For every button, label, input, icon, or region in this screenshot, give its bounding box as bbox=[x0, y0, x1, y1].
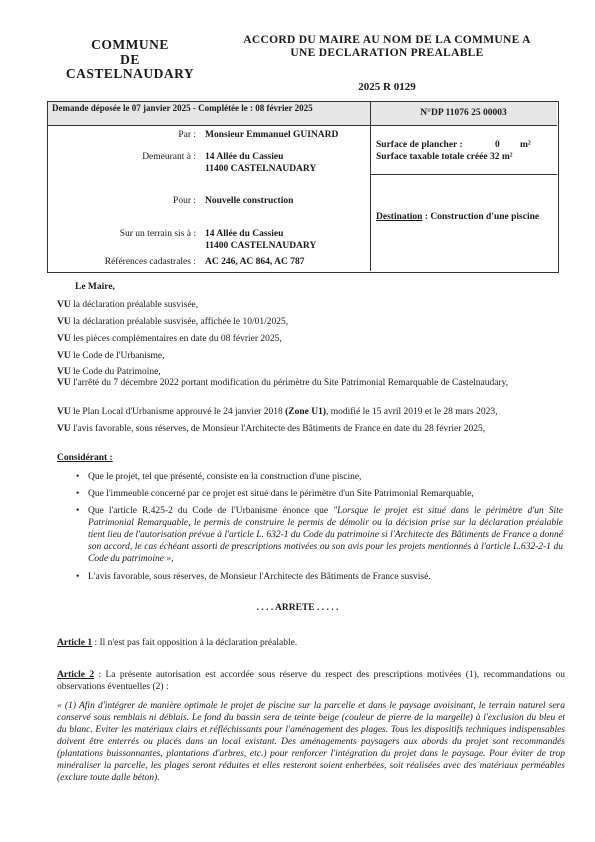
prescriptions-text: « (1) Afin d'intégrer de manière optimale le projet de piscine sur la parcelle et dans le paysage avoisinant, le terrain naturel sera conservé sous remblais ni déblais. Le fond du bassin sera de teinte beige (couleur de pierre de la margelle) à l'exclusion du bleu et du blanc. Eviter les matériaux clairs et réfléchissants pour l'aménagement des plages. Tous les dispositifs techniques indispensables doivent être enterrés ou placés dans un local existant. Des aménagements paysagers aux abords du projet sont recommandés (plantations buissonnantes, plantations d'arbres, etc.) pour renforcer l'intégration du projet dans le paysage. Pour éviter de trop minéraliser la parcelle, les plages seront réduites et elles resteront soient enherbées, soit réalisées avec des matériaux perméables (exclure toute dalle béton). bbox=[57, 701, 565, 783]
bullet-icon: • bbox=[76, 489, 80, 499]
vu-line: VU la déclaration préalable susvisée, bbox=[57, 300, 199, 310]
box-divider bbox=[370, 101, 371, 271]
surface-taxable: Surface taxable totale créée 32 m² bbox=[376, 152, 513, 162]
applicant-address-line2: 11400 CASTELNAUDARY bbox=[205, 164, 317, 174]
considerant-item: L'avis favorable, sous réserves, de Monsieur l'Architecte des Bâtiments de France susvisé. bbox=[88, 572, 431, 582]
considerant-item: Que l'immeuble concerné par ce projet est situé dans le périmètre d'un Site Patrimonial Remarquable, bbox=[88, 489, 474, 499]
bullet-icon: • bbox=[76, 506, 80, 516]
bullet-icon: • bbox=[76, 572, 80, 582]
title-line: ACCORD DU MAIRE AU NOM DE LA COMMUNE A bbox=[243, 34, 531, 46]
document-title bbox=[222, 34, 552, 60]
pour-label: Pour : bbox=[173, 196, 196, 206]
vu-plu-line: VU le Plan Local d'Urbanisme approuvé le 24 janvier 2018 (Zone U1), modifié le 15 avril 2019 et le 28 mars 2023, bbox=[57, 407, 498, 417]
deposit-date: Demande déposée le 07 janvier 2025 - Complétée le : 08 février 2025 bbox=[52, 103, 313, 113]
project-type: Nouvelle construction bbox=[205, 196, 294, 206]
terrain-label: Sur un terrain sis à : bbox=[119, 229, 196, 239]
commune-line: COMMUNE bbox=[91, 37, 169, 52]
arrete-heading: . . . . ARRETE . . . . . bbox=[256, 603, 339, 613]
par-label: Par : bbox=[178, 130, 196, 140]
considerant-item: Que le projet, tel que présenté, consiste en la construction d'une piscine, bbox=[88, 472, 362, 482]
vu-arrete-line: VU l'arrêté du 7 décembre 2022 portant modification du périmètre du Site Patrimonial Remarquable de Castelnaudary, bbox=[57, 378, 509, 388]
considerant-item: Que l'article R.425-2 du Code de l'Urbanisme énonce que "Lorsque le projet est situé dans le périmètre d'un Site Patrimonial Remarquable, le permis de construire le permis de démolir ou la décision prise sur la déclaration préalable tient lieu de l'autorisation prévue à l'article L. 632-1 du Code du patrimoine si l'Architecte des Bâtiments de France a donné son accord, le cas échéant assorti de prescriptions motivées ou son avis pour les projets mentionnés à l'article L.632-2-1 du Code du patrimoine », bbox=[88, 506, 563, 564]
applicant-address-line1: 14 Allée du Cassieu bbox=[205, 152, 284, 162]
destination bbox=[376, 212, 554, 224]
surface-plancher-label: Surface de plancher : bbox=[376, 140, 463, 150]
arrete-reference: 2025 R 0129 bbox=[358, 81, 416, 93]
article-2: Article 2 : La présente autorisation est accordée sous réserve du respect des prescriptions motivées (1), recommandations ou observations éventuelles (2) : bbox=[57, 670, 565, 692]
vu-line: VU la déclaration préalable susvisée, affichée le 10/01/2025, bbox=[57, 317, 289, 327]
dp-number: N°DP 11076 25 00003 bbox=[420, 108, 507, 118]
applicant-name: Monsieur Emmanuel GUINARD bbox=[205, 130, 339, 140]
cadastre-label: Références cadastrales : bbox=[104, 257, 196, 267]
box-divider-right bbox=[370, 174, 557, 175]
maire-heading: Le Maire, bbox=[75, 282, 115, 292]
commune-block bbox=[40, 38, 220, 82]
destination-value: : Construction d'une piscine bbox=[422, 212, 540, 222]
surface-plancher-value: 0 bbox=[495, 140, 500, 150]
bullet-icon: • bbox=[76, 472, 80, 482]
cadastre-value: AC 246, AC 864, AC 787 bbox=[205, 257, 305, 267]
considerant-heading: Considérant : bbox=[57, 453, 113, 463]
demeurant-label: Demeurant à : bbox=[142, 152, 196, 162]
vu-line: VU le Code de l'Urbanisme, bbox=[57, 351, 165, 361]
commune-line: DE bbox=[120, 51, 140, 67]
terrain-address-line2: 11400 CASTELNAUDARY bbox=[205, 241, 317, 251]
destination-label: Destination bbox=[376, 212, 423, 222]
vu-line: VU le Code du Patrimoine, bbox=[57, 367, 161, 377]
commune-line: CASTELNAUDARY bbox=[65, 66, 195, 81]
article-1: Article 1 : Il n'est pas fait opposition à la déclaration préalable. bbox=[57, 638, 298, 648]
terrain-address-line1: 14 Allée du Cassieu bbox=[205, 229, 284, 239]
vu-line: VU les pièces complémentaires en date du 08 février 2025, bbox=[57, 334, 282, 344]
title-line: UNE DECLARATION PREALABLE bbox=[290, 47, 484, 59]
surface-plancher-unit: m² bbox=[520, 140, 531, 150]
vu-avis-line: VU l'avis favorable, sous réserves, de Monsieur l'Architecte des Bâtiments de France en date du 28 février 2025, bbox=[57, 424, 486, 434]
